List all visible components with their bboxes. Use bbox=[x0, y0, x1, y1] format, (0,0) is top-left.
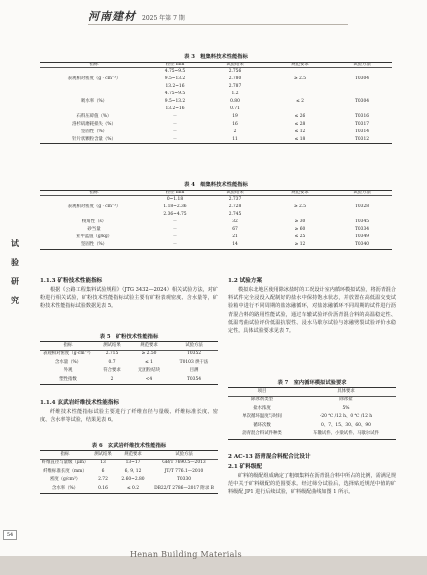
table-cell: 表观相对密度（g · cm⁻³） bbox=[67, 76, 121, 82]
section-2-heading: 2 AC-13 沥青混合料配合比设计 bbox=[228, 454, 311, 460]
table-row bbox=[40, 367, 218, 376]
table-cell: 1.2 bbox=[231, 91, 239, 97]
table-cell: 0~1.18 bbox=[166, 196, 184, 202]
table-cell: 坚固性（%） bbox=[80, 241, 108, 247]
table-cell: 5% bbox=[342, 405, 350, 411]
table-row bbox=[40, 113, 392, 121]
table-cell: 吸水率（%） bbox=[80, 98, 108, 104]
table6 bbox=[40, 450, 218, 494]
table-cell: 0.80 bbox=[230, 98, 240, 104]
table-cell: 目测 bbox=[189, 368, 199, 374]
table-cell: 盐水浓度 bbox=[253, 405, 271, 411]
table-cell: 石料压碎值（%） bbox=[76, 114, 112, 120]
table4 bbox=[40, 190, 392, 250]
column-header: 试验方法 bbox=[150, 451, 218, 460]
table-cell: T0345 bbox=[354, 219, 370, 225]
table-row bbox=[40, 468, 218, 477]
table5-title: 表 5 矿粉技术性能指标 bbox=[99, 334, 159, 340]
table-cell bbox=[332, 68, 392, 76]
table-row bbox=[40, 485, 218, 494]
column-header: 规范要求 bbox=[268, 63, 332, 68]
table-row bbox=[40, 219, 392, 227]
column-header: 项目 bbox=[228, 388, 296, 397]
table-cell: 2.715 bbox=[105, 351, 119, 357]
sidebar-char: 验 bbox=[11, 257, 19, 267]
table-cell: 符合要求 bbox=[103, 368, 121, 374]
table-cell: -20 ℃ /12 h、0 ℃ /12 h bbox=[319, 414, 373, 420]
table-cell: 亚甲蓝值（g/kg） bbox=[75, 234, 113, 240]
table4-title: 表 4 细集料技术性能指标 bbox=[184, 182, 248, 188]
table-cell bbox=[332, 211, 392, 219]
table-cell: 13 bbox=[100, 460, 106, 466]
table-cell: 2.72 bbox=[98, 477, 108, 483]
table3-title: 表 3 粗集料技术性能指标 bbox=[184, 54, 248, 60]
table-cell: 13.2~16 bbox=[165, 106, 185, 112]
table-cell: 针片状颗粒含量（%） bbox=[72, 136, 116, 142]
table-cell bbox=[40, 106, 148, 114]
table-cell bbox=[332, 91, 392, 99]
table-header-row bbox=[228, 388, 396, 397]
table-cell: ≥ 2.5 bbox=[293, 76, 307, 82]
table-cell: 2.787 bbox=[228, 83, 242, 89]
table-row bbox=[228, 396, 396, 405]
table-cell: 含水率（%） bbox=[51, 485, 79, 491]
table7-title: 表 7 室内循环模拟试验要求 bbox=[277, 380, 347, 386]
table-cell: T0304 bbox=[354, 98, 370, 104]
table-cell: 0.7 bbox=[108, 359, 116, 365]
column-header: 指标 bbox=[40, 342, 96, 351]
section-1-2-paragraph: 模拟东北地区使用除冰盐时的工况设计室内循环模拟试验，将沥青混合料试件完全浸没入配制好的盐水中保持饱水状态，并放置在高低温交变试验箱中进行不同周期的盐冻融循环，对盐冻融循环不同周期的试件进行沥青混合料的路用性能试验，通过车辙试验评价沥青混合料的高温稳定性、低温弯曲试验评价低温抗裂性、浸水马歇尔试验与冻融劈裂试验评价水稳定性。具体试验要求见表 7。 bbox=[228, 287, 396, 335]
table-cell: 2.36~4.75 bbox=[163, 211, 187, 217]
table-row bbox=[40, 196, 392, 204]
table-cell: 沥青混合料试件种类 bbox=[242, 431, 282, 437]
table-cell: T0352 bbox=[186, 351, 202, 357]
table-cell: 除冰剂类型 bbox=[251, 397, 273, 403]
table-cell: T0312 bbox=[354, 136, 370, 142]
page-header bbox=[88, 9, 348, 25]
table-cell bbox=[40, 196, 148, 204]
table-cell bbox=[332, 106, 392, 114]
table-cell: 2.756 bbox=[228, 68, 242, 74]
table-header-row bbox=[40, 342, 218, 351]
table-cell: ≤ 0.2 bbox=[126, 485, 140, 491]
table-cell: 16 bbox=[232, 121, 238, 127]
table-cell: 坚固性（%） bbox=[80, 129, 108, 135]
table-cell: ≤ 2 bbox=[296, 98, 304, 104]
table-cell bbox=[268, 83, 332, 91]
table-cell: ≤ 25 bbox=[294, 234, 306, 240]
table-cell: 0.71 bbox=[230, 106, 240, 112]
table-cell: 2 bbox=[233, 129, 237, 135]
table-header-row bbox=[40, 451, 218, 460]
table-cell bbox=[268, 106, 332, 114]
table-cell bbox=[40, 91, 148, 99]
table-row bbox=[40, 204, 392, 212]
table-cell: 2.728 bbox=[228, 204, 242, 210]
table-cell: T0340 bbox=[354, 241, 370, 247]
section-1-1-4-paragraph: 纤维技术性能指标试验主要进行了纤维直径与量级、纤维标准长度、密度、含水率等试验，结果见表 6。 bbox=[40, 409, 218, 424]
table-cell: － bbox=[172, 121, 178, 127]
table-cell: 无团粒结块 bbox=[138, 368, 160, 374]
table-cell bbox=[332, 196, 392, 204]
table-cell: 13~17 bbox=[125, 460, 141, 466]
table-cell: ≤ 26 bbox=[294, 114, 306, 120]
table-cell: 0、7、15、30、60、90 bbox=[321, 422, 371, 428]
table-cell: － bbox=[172, 241, 178, 247]
table-cell: 单次循环温度与时间 bbox=[242, 414, 282, 420]
sidebar-char: 试 bbox=[11, 238, 19, 248]
column-header: 测试结果 bbox=[90, 451, 116, 460]
section-sidebar-label bbox=[6, 238, 24, 306]
column-header: 规范要求 bbox=[116, 451, 150, 460]
table-cell: 外观 bbox=[63, 368, 73, 374]
table3 bbox=[40, 62, 392, 144]
table-cell: JT/T 776.1—2010 bbox=[164, 468, 204, 474]
table-cell: 棱角性（s） bbox=[81, 219, 107, 225]
table-cell: ≤ 18 bbox=[294, 136, 306, 142]
table-cell: 砂当量 bbox=[87, 226, 101, 232]
column-header: 粒径 mm bbox=[148, 191, 202, 196]
column-header: 指标 bbox=[40, 63, 148, 68]
table-cell: － bbox=[172, 114, 178, 120]
table-cell: 表观相对密度（g·cm⁻³） bbox=[42, 351, 94, 357]
column-header: 试验结果 bbox=[202, 191, 268, 196]
column-header: 规范要求 bbox=[268, 191, 332, 196]
section-2-1-heading: 2.1 矿料级配 bbox=[228, 464, 263, 470]
table-cell: T0317 bbox=[354, 121, 370, 127]
table-cell: 2.780 bbox=[228, 76, 242, 82]
table5 bbox=[40, 341, 218, 385]
table-row bbox=[40, 459, 218, 468]
table-cell: T0334 bbox=[354, 226, 370, 232]
table-cell: ≤ 28 bbox=[294, 121, 306, 127]
table-cell: 67 bbox=[232, 226, 238, 232]
column-header: 指标 bbox=[40, 451, 90, 460]
table-row bbox=[40, 83, 392, 91]
column-header: 试验结果 bbox=[202, 63, 268, 68]
table-cell bbox=[40, 68, 148, 76]
table-cell: 32 bbox=[232, 219, 238, 225]
table-row bbox=[40, 91, 392, 99]
table-row bbox=[40, 98, 392, 106]
table-row bbox=[40, 241, 392, 249]
table-cell: － bbox=[172, 226, 178, 232]
table-cell: 11 bbox=[232, 136, 238, 142]
table-cell: 车辙试件、小梁试件、马歇尔试件 bbox=[313, 431, 379, 437]
table-cell: 1.18~2.36 bbox=[163, 204, 187, 210]
table-cell: 2.737 bbox=[228, 196, 242, 202]
table-cell: 9.5~13.2 bbox=[164, 98, 186, 104]
table-row bbox=[228, 430, 396, 439]
column-header: 指标 bbox=[40, 191, 148, 196]
section-1-2-heading: 1.2 试验方案 bbox=[228, 278, 263, 284]
table-cell: 2 bbox=[110, 376, 114, 382]
table-cell: 洛杉矶磨耗损失（%） bbox=[72, 121, 116, 127]
table-cell: 4.75~9.5 bbox=[164, 91, 186, 97]
column-header: 测试结果 bbox=[96, 342, 128, 351]
table-cell: 密度（g/cm³） bbox=[49, 477, 81, 483]
table-cell: 21 bbox=[232, 234, 238, 240]
table-cell: 纤维直径与量级（μm） bbox=[41, 460, 89, 466]
table-row bbox=[40, 211, 392, 219]
table-row bbox=[40, 476, 218, 485]
table-cell: T0330 bbox=[176, 477, 192, 483]
table-cell: － bbox=[172, 129, 178, 135]
issue-label: 2025 年第 7 期 bbox=[142, 15, 185, 22]
sidebar-char: 研 bbox=[11, 276, 19, 286]
journal-logo: 河南建材 bbox=[88, 10, 136, 23]
table-row bbox=[40, 234, 392, 242]
table6-title: 表 6 玄武岩纤维技术性能指标 bbox=[91, 443, 167, 449]
table-cell: 4.75~9.5 bbox=[164, 68, 186, 74]
column-header: 试验方法 bbox=[170, 342, 218, 351]
section-1-1-4-heading: 1.1.4 玄武岩纤维技术性能指标 bbox=[40, 400, 120, 406]
table-cell bbox=[268, 196, 332, 204]
table-cell bbox=[268, 211, 332, 219]
table-cell: 6 bbox=[101, 468, 105, 474]
table-row bbox=[228, 413, 396, 422]
table-cell: GB/T 7690.5—2013 bbox=[162, 460, 206, 466]
table-cell bbox=[332, 83, 392, 91]
table-row bbox=[40, 106, 392, 114]
table-cell: 表观相对密度（g · cm⁻³） bbox=[67, 204, 121, 210]
table-cell: 除冰盐 bbox=[339, 397, 353, 403]
column-header: 试验方法 bbox=[332, 191, 392, 196]
table-cell: － bbox=[172, 234, 178, 240]
table-cell: T0328 bbox=[354, 204, 370, 210]
table-cell: 循环次数 bbox=[253, 422, 271, 428]
table-cell: － bbox=[172, 219, 178, 225]
table-cell: ≥ 30 bbox=[294, 219, 306, 225]
table-cell: T0304 bbox=[354, 76, 370, 82]
table-row bbox=[40, 359, 218, 368]
table-cell bbox=[40, 83, 148, 91]
table-cell bbox=[40, 211, 148, 219]
page-number: 54 bbox=[3, 530, 17, 540]
table-cell: 19 bbox=[232, 114, 238, 120]
section-1-1-3-paragraph: 根据《公路工程集料试验规程》（JTG 3432—2024）相关试验方法，对矿粉进行相关试验，矿粉技术性能指标试验主要有矿粉表观密度、含水量等，矿粉技术性能指标试验数据见表 5。 bbox=[40, 287, 218, 310]
table-cell: T0316 bbox=[354, 114, 370, 120]
table-row bbox=[40, 136, 392, 144]
table7 bbox=[228, 387, 396, 440]
table-cell: － bbox=[172, 136, 178, 142]
column-header: 粒径 mm bbox=[148, 63, 202, 68]
table-cell: 2.60~2.80 bbox=[121, 477, 145, 483]
column-header: 试验方法 bbox=[332, 63, 392, 68]
table-cell: ≤ 1 bbox=[145, 359, 153, 365]
sidebar-char: 究 bbox=[11, 295, 19, 305]
table-row bbox=[40, 226, 392, 234]
table-cell: 含水量（%） bbox=[54, 359, 82, 365]
table-cell: ≥ 60 bbox=[294, 226, 306, 232]
table-cell: 2.745 bbox=[228, 211, 242, 217]
table-cell: 13.2~16 bbox=[165, 83, 185, 89]
table-row bbox=[40, 68, 392, 76]
table-row bbox=[40, 350, 218, 359]
column-header: 具体要求 bbox=[296, 388, 396, 397]
section-1-1-3-heading: 1.1.3 矿粉技术性能指标 bbox=[40, 278, 103, 284]
table-cell: 6, 9, 12 bbox=[124, 468, 142, 474]
table-cell: <4 bbox=[145, 376, 153, 382]
table-cell: 14 bbox=[232, 241, 238, 247]
table-cell: 纤维标准长度（mm） bbox=[43, 468, 87, 474]
table-cell: T0103 烘干法 bbox=[179, 359, 209, 365]
table-cell: T0354 bbox=[186, 376, 202, 382]
table-row bbox=[228, 405, 396, 414]
table-cell: ≤ 12 bbox=[294, 129, 306, 135]
table-row bbox=[40, 76, 392, 84]
table-row bbox=[40, 121, 392, 129]
table-cell: 0.16 bbox=[98, 485, 108, 491]
table-cell: DB22/T 2786—2017 附录 B bbox=[154, 485, 214, 491]
footer-journal-name: Henan Building Materials bbox=[130, 550, 242, 559]
column-header: 规范要求 bbox=[128, 342, 170, 351]
section-2-1-paragraph: 矿料的级配组成确定了粗细集料在沥青混合料中所占的比例，需满足规范中关于矿料级配的范围要求。经过筛分试验后，选择贴近规范中值的矿料级配 JP1 进行后续试验，矿料级配曲线如图 1 所示。 bbox=[228, 473, 396, 496]
table-cell: T0349 bbox=[354, 234, 370, 240]
table-cell: 塑性指数 bbox=[59, 376, 77, 382]
table-row bbox=[40, 376, 218, 385]
table-cell bbox=[268, 91, 332, 99]
table-row bbox=[228, 422, 396, 431]
table-cell bbox=[268, 68, 332, 76]
table-row bbox=[40, 129, 392, 137]
table-cell: 9.5~13.2 bbox=[164, 76, 186, 82]
table-cell: ≥ 2.50 bbox=[141, 351, 157, 357]
table-cell: T0314 bbox=[354, 129, 370, 135]
table-cell: ≥ 2.5 bbox=[293, 204, 307, 210]
table-cell: ≥ 12 bbox=[294, 241, 306, 247]
